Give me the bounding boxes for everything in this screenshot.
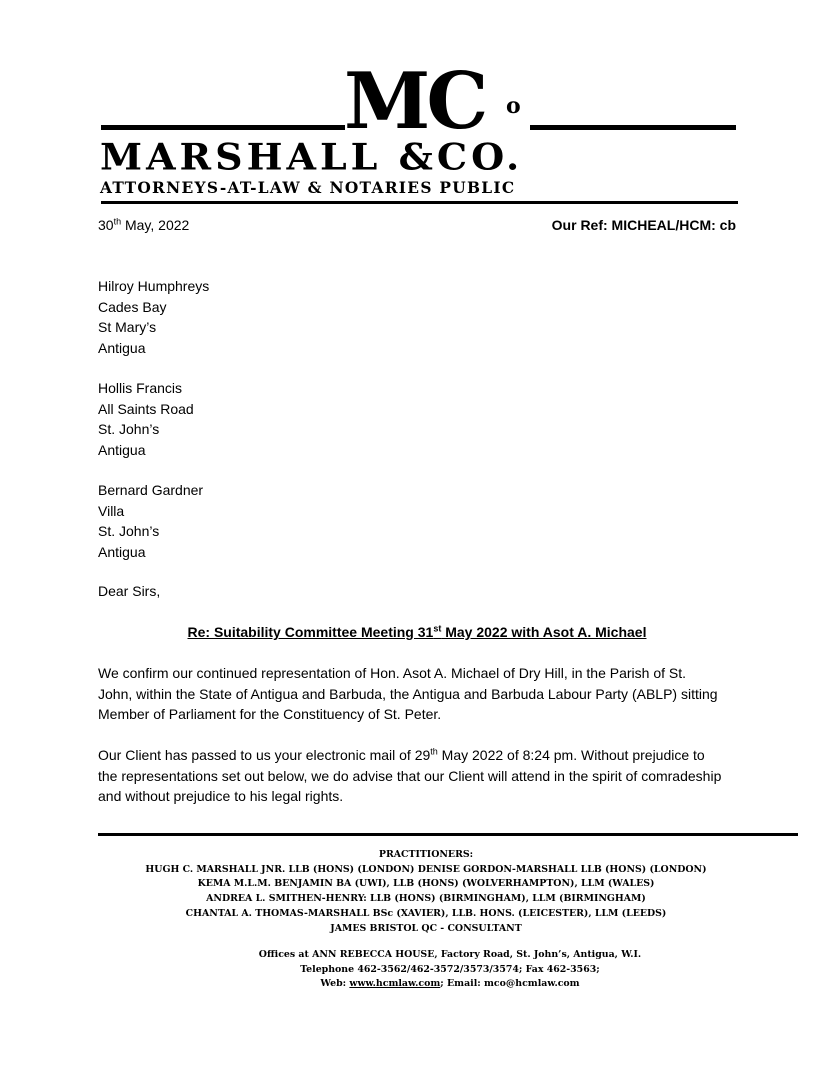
practitioner-line: JAMES BRISTOL QC - CONSULTANT (330, 922, 522, 934)
offices-address: Offices at ANN REBECCA HOUSE, Factory Road, St. John’s, Antigua, W.I. (258, 949, 642, 960)
addressee-line: Antigua (98, 441, 146, 458)
paragraph-text: Our Client has passed to us your electronic mail of 29 (98, 747, 431, 763)
date-rest: May, 2022 (121, 217, 190, 233)
letter-date (98, 217, 189, 233)
offices-telephone: Telephone 462-3562/462-3572/3573/3574; Fax 462-3563; (300, 963, 600, 975)
firm-subtitle: ATTORNEYS-AT-LAW & NOTARIES PUBLIC (100, 179, 516, 197)
addressee-line: Hollis Francis (98, 380, 183, 396)
offices-block (0, 948, 834, 992)
web-prefix: Web: (320, 978, 350, 990)
firm-logo-monogram-o: o (506, 93, 521, 119)
addressee-line: Hilroy Humphreys (98, 278, 210, 294)
addressee-block (98, 276, 209, 358)
practitioner-line: KEMA M.L.M. BENJAMIN BA (UWI), LLB (HONS) (WOLVERHAMPTON), LLM (WALES) (197, 878, 655, 890)
practitioner-line: CHANTAL A. THOMAS-MARSHALL BSc (XAVIER), LLB. HONS. (LEICESTER), LLM (LEEDS) (185, 907, 667, 919)
firm-logo-monogram: MC (344, 56, 485, 147)
email-text: ; Email: mco@hcmlaw.com (440, 978, 580, 990)
practitioners-heading: PRACTITIONERS: (378, 849, 474, 860)
offices-web-email (0, 977, 834, 992)
letterhead-rule-left (101, 125, 345, 130)
our-reference: Our Ref: MICHEAL/HCM: cb (551, 217, 736, 233)
body-paragraph-1 (98, 663, 738, 725)
addressee-line: Antigua (98, 339, 146, 356)
addressee-line: St. John’s (98, 523, 160, 539)
addressee-block (98, 480, 203, 562)
addressee-block (98, 378, 194, 460)
paragraph-text: May 2022 of 8:24 pm. Without prejudice to (437, 747, 705, 763)
paragraph-line: We confirm our continued representation of Hon. Asot A. Michael of Dry Hill, in the Parish of St. (98, 665, 687, 681)
paragraph-line: the representations set out below, we do advise that our Client will attend in the spirit of comradeship (98, 767, 722, 784)
footer-rule (98, 833, 798, 836)
addressee-line: Cades Bay (98, 298, 167, 315)
paragraph-line (98, 745, 738, 766)
practitioner-line: ANDREA L. SMITHEN-HENRY: LLB (HONS) (BIRMINGHAM), LLM (BIRMINGHAM) (206, 893, 646, 905)
subject-ordinal: st (433, 623, 442, 634)
date-day: 30 (98, 217, 114, 233)
practitioner-line: HUGH C. MARSHALL JNR. LLB (HONS) (LONDON) DENISE GORDON-MARSHALL LLB (HONS) (LONDON) (145, 863, 707, 875)
website-link[interactable]: www.hcmlaw.com (349, 978, 441, 990)
subject-text: Re: Suitability Committee Meeting 31 (187, 624, 434, 640)
addressee-line: St. John’s (98, 421, 160, 437)
subject-text-end: May 2022 with Asot A. Michael (441, 624, 647, 640)
addressee-line: All Saints Road (98, 400, 194, 417)
body-paragraph-2 (98, 745, 738, 807)
addressee-line: St Mary’s (98, 319, 157, 335)
addressee-line: Bernard Gardner (98, 482, 204, 498)
paragraph-line: Member of Parliament for the Constituency of St. Peter. (98, 706, 442, 722)
firm-name: MARSHALL &CO. (100, 135, 524, 178)
paragraph-line: John, within the State of Antigua and Barbuda, the Antigua and Barbuda Labour Party (ABLP) sitting (98, 685, 718, 702)
paragraph-line: and without prejudice to his legal rights. (98, 788, 344, 804)
addressee-line: Villa (98, 502, 125, 519)
paragraph-ordinal: th (430, 746, 438, 757)
letterhead-rule-right (530, 125, 736, 130)
addressee-line: Antigua (98, 543, 146, 560)
practitioners-block (0, 848, 834, 936)
letterhead-rule-bottom (101, 201, 738, 204)
salutation: Dear Sirs, (98, 583, 161, 599)
date-suffix: th (113, 216, 122, 227)
subject-line (0, 624, 834, 640)
